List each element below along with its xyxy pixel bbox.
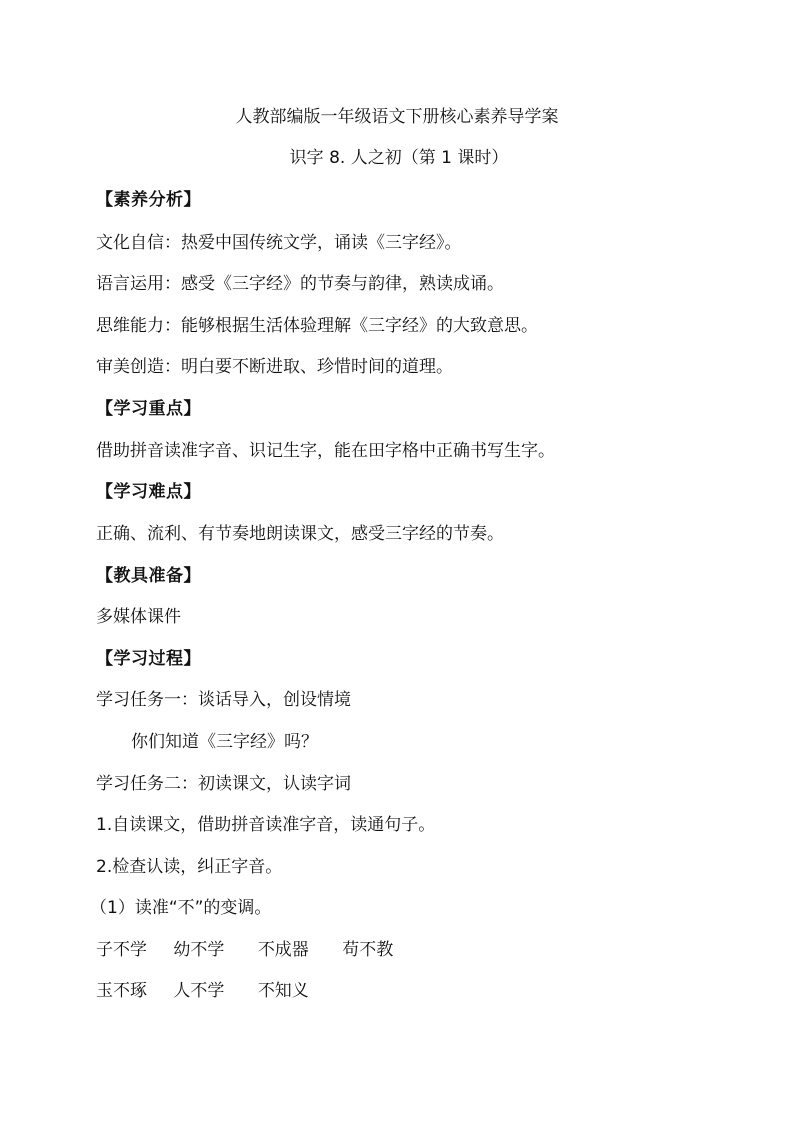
document-title: 人教部编版一年级语文下册核心素养导学案: [235, 107, 559, 127]
word-item: 人不学: [173, 981, 225, 1001]
task-one-question: 你们知道《三字经》吗？: [131, 732, 318, 752]
difficulties-text: 正确、流利、有节奏地朗读课文，感受三字经的节奏。: [96, 524, 504, 544]
section-heading-materials: 【教具准备】: [96, 566, 201, 586]
literacy-item-culture: 文化自信：热爱中国传统文学，诵读《三字经》。: [96, 233, 462, 253]
section-heading-literacy: 【素养分析】: [96, 190, 201, 210]
section-heading-difficulties: 【学习难点】: [96, 482, 201, 502]
section-heading-key-points: 【学习重点】: [96, 399, 201, 419]
word-item: 幼不学: [173, 940, 225, 960]
task-two-heading: 学习任务二：初读课文，认读字词: [96, 774, 351, 794]
word-item: 子不学: [96, 940, 147, 960]
key-points-text: 借助拼音读准字音、识记生字，能在田字格中正确书写生字。: [96, 441, 555, 461]
document-subtitle: 识字 8. 人之初（第 1 课时）: [289, 148, 509, 168]
step-two-text: 2.检查认读，纠正字音。: [96, 857, 283, 877]
word-item: 不成器: [257, 940, 309, 960]
literacy-item-language: 语言运用：感受《三字经》的节奏与韵律，熟读成诵。: [96, 274, 504, 294]
materials-text: 多媒体课件: [96, 607, 181, 627]
section-heading-process: 【学习过程】: [96, 649, 201, 669]
word-row-two: [96, 981, 309, 1001]
word-row-one: [96, 940, 393, 960]
literacy-item-aesthetics: 审美创造：明白要不断进取、珍惜时间的道理。: [96, 357, 453, 377]
word-item: 苟不教: [342, 940, 394, 960]
literacy-item-thinking: 思维能力：能够根据生活体验理解《三字经》的大致意思。: [96, 316, 538, 336]
step-one-text: 1.自读课文，借助拼音读准字音，读通句子。: [96, 815, 436, 835]
step-two-subitem: （1）读准“不”的变调。: [90, 898, 272, 918]
task-one-heading: 学习任务一：谈话导入，创设情境: [96, 690, 351, 710]
word-item: 不知义: [257, 981, 309, 1001]
word-item: 玉不琢: [96, 981, 147, 1001]
